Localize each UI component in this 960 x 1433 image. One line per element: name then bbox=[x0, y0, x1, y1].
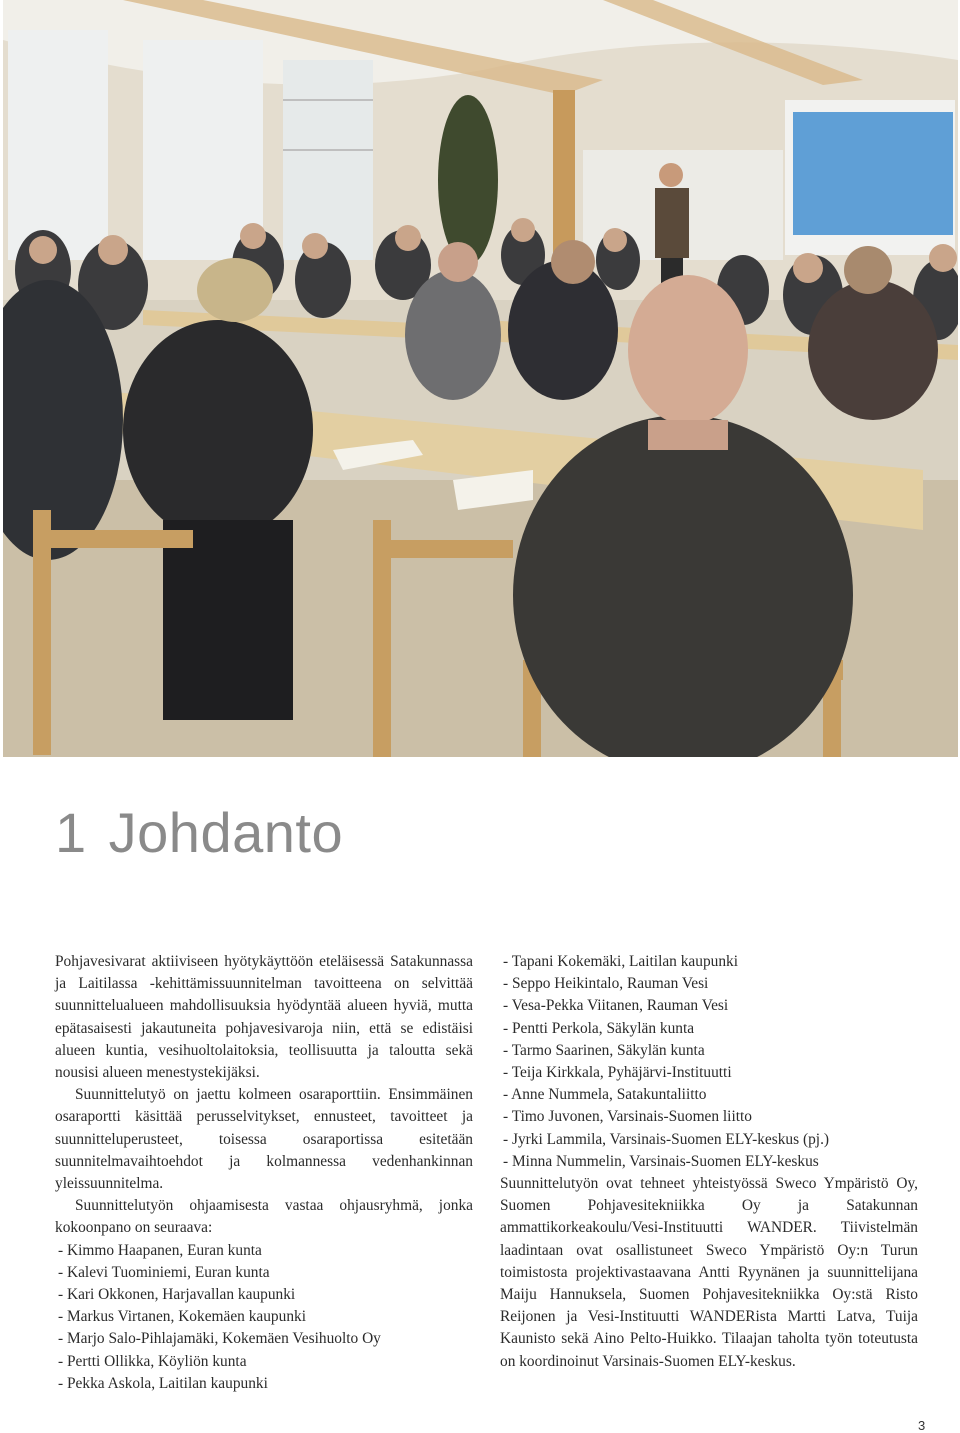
list-item: - Jyrki Lammila, Varsinais-Suomen ELY-keskus (pj.) bbox=[500, 1129, 918, 1151]
list-item: - Pertti Ollikka, Köyliön kunta bbox=[55, 1351, 473, 1373]
reports-paragraph: Suunnittelutyö on jaettu kolmeen osaraporttiin. Ensimmäinen osaraportti käsittää perusselvitykset, ennusteet, tavoitteet ja suunnitteluperusteet, toisessa osaraportissa esitetään suunnitelmavaihtoehdot ja kolmannessa vedenhankinnan yleissuunnitelma. bbox=[55, 1086, 473, 1193]
list-item: - Timo Juvonen, Varsinais-Suomen liitto bbox=[500, 1106, 918, 1128]
steering-group-list-continued bbox=[500, 951, 918, 1173]
left-column bbox=[55, 951, 473, 1395]
chapter-heading bbox=[55, 800, 343, 865]
list-item: - Kari Okkonen, Harjavallan kaupunki bbox=[55, 1284, 473, 1306]
meeting-room-illustration bbox=[3, 0, 958, 757]
chapter-title: Johdanto bbox=[108, 801, 344, 864]
list-item: - Marjo Salo-Pihlajamäki, Kokemäen Vesihuolto Oy bbox=[55, 1328, 473, 1350]
list-item: - Tarmo Saarinen, Säkylän kunta bbox=[500, 1040, 918, 1062]
list-item: - Kimmo Haapanen, Euran kunta bbox=[55, 1240, 473, 1262]
list-item: - Pentti Perkola, Säkylän kunta bbox=[500, 1018, 918, 1040]
list-item: - Pekka Askola, Laitilan kaupunki bbox=[55, 1373, 473, 1395]
steering-group-paragraph: Suunnittelutyön ohjaamisesta vastaa ohjausryhmä, jonka kokoonpano on seuraava: bbox=[55, 1197, 473, 1237]
steering-group-list bbox=[55, 1240, 473, 1395]
authors-paragraph: Suunnittelutyön ovat tehneet yhteistyössä Sweco Ympäristö Oy, Suomen Pohjavesitekniikka Oy ja Satakunnan ammattikorkeakoulu/Vesi-Instituutti WANDER. Tiivistelmän laadintaan ovat osallistuneet Sweco Ympäristö Oy:n Turun toimistosta projektivastaavana Antti Ryynänen ja suunnittelijana Maiju Hannuksela, Suomen Pohjavesitekniikka Oy:stä Risto Reijonen ja Vesi-Instituutti WANDERista Martti Latva, Tuija Kaunisto sekä Aino Pelto-Huikko. Tilaajan taholta työn toteutusta on koordinoinut Varsinais-Suomen ELY-keskus. bbox=[500, 1175, 918, 1370]
list-item: - Minna Nummelin, Varsinais-Suomen ELY-keskus bbox=[500, 1151, 918, 1173]
list-item: - Vesa-Pekka Viitanen, Rauman Vesi bbox=[500, 995, 918, 1017]
list-item: - Tapani Kokemäki, Laitilan kaupunki bbox=[500, 951, 918, 973]
list-item: - Teija Kirkkala, Pyhäjärvi-Instituutti bbox=[500, 1062, 918, 1084]
intro-paragraph: Pohjavesivarat aktiiviseen hyötykäyttöön eteläisessä Satakunnassa ja Laitilassa -kehittämissuunnitelman tavoitteena on selvittää suunnittelualueen mahdollisuuksia hyödyntää alueen hyviä, mutta epätasaisesti jakautuneita pohjavesivaroja niin, että se edistäisi alueen kuntia, vesihuoltolaitoksia, teollisuutta ja taloutta sekä nousisi alueen menestystekijäksi. bbox=[55, 953, 473, 1082]
chapter-number: 1 bbox=[55, 801, 87, 864]
page-number: 3 bbox=[918, 1418, 926, 1433]
list-item: - Markus Virtanen, Kokemäen kaupunki bbox=[55, 1306, 473, 1328]
meeting-photo bbox=[3, 0, 958, 757]
list-item: - Kalevi Tuominiemi, Euran kunta bbox=[55, 1262, 473, 1284]
list-item: - Seppo Heikintalo, Rauman Vesi bbox=[500, 973, 918, 995]
right-column bbox=[500, 951, 918, 1373]
list-item: - Anne Nummela, Satakuntaliitto bbox=[500, 1084, 918, 1106]
